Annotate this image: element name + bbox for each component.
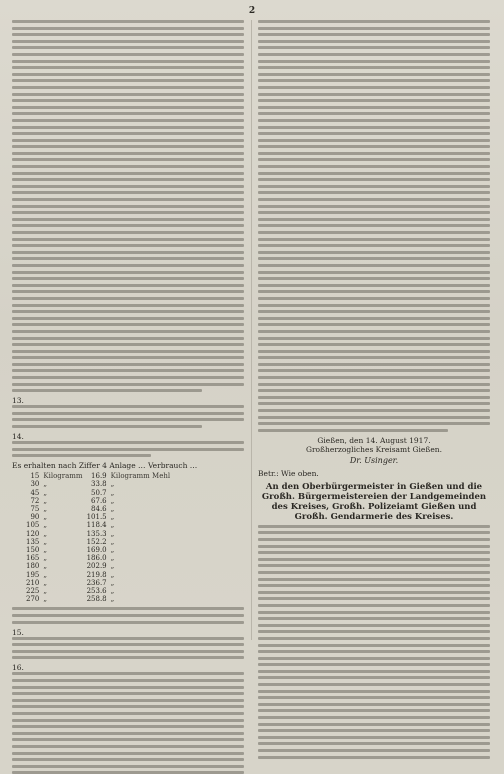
kg-cell: 90 bbox=[30, 513, 40, 522]
flour-unit-cell: „ bbox=[110, 570, 115, 579]
kg-cell: 210 bbox=[26, 578, 40, 587]
kg-cell: 15 bbox=[30, 472, 40, 481]
kg-cell: 120 bbox=[26, 529, 40, 538]
section-15-label: 15. bbox=[12, 627, 24, 637]
left-text-block-5 bbox=[12, 637, 244, 660]
table-row bbox=[26, 497, 174, 505]
table-row bbox=[26, 554, 174, 562]
kg-cell: 135 bbox=[26, 537, 40, 546]
unit-cell: „ bbox=[43, 554, 48, 563]
table-row bbox=[26, 513, 174, 521]
section-13-label: 13. bbox=[12, 396, 24, 406]
flour-table bbox=[26, 472, 174, 603]
table-row bbox=[26, 579, 174, 587]
right-column bbox=[258, 20, 490, 642]
left-text-block-1 bbox=[12, 20, 244, 392]
kg-cell: 165 bbox=[26, 554, 40, 563]
flour-unit-cell: „ bbox=[110, 488, 115, 497]
flour-unit-cell: „ bbox=[110, 537, 115, 546]
unit-cell: „ bbox=[43, 480, 48, 489]
table-row bbox=[26, 472, 174, 480]
table-row bbox=[26, 480, 174, 488]
flour-unit-cell: „ bbox=[110, 496, 115, 505]
table-row bbox=[26, 546, 174, 554]
flour-cell: 186.0 bbox=[86, 554, 107, 563]
flour-unit-cell: „ bbox=[110, 521, 115, 530]
table-row bbox=[26, 587, 174, 595]
flour-unit-cell: „ bbox=[110, 562, 115, 571]
unit-cell: „ bbox=[43, 488, 48, 497]
flour-cell: 33.8 bbox=[91, 480, 107, 489]
table-row bbox=[26, 562, 174, 570]
left-text-block-4 bbox=[12, 607, 244, 623]
flour-cell: 101.5 bbox=[86, 513, 107, 522]
column-divider bbox=[251, 20, 252, 640]
page-number: 2 bbox=[248, 6, 256, 16]
unit-cell: „ bbox=[43, 513, 48, 522]
flour-unit-cell: „ bbox=[110, 595, 115, 604]
unit-cell: „ bbox=[43, 496, 48, 505]
flour-cell: 118.4 bbox=[86, 521, 107, 530]
flour-cell: 135.3 bbox=[86, 529, 107, 538]
signature: Dr. Usinger. bbox=[349, 455, 399, 465]
table-row bbox=[26, 530, 174, 538]
left-text-block-3 bbox=[12, 441, 244, 457]
flour-cell: 84.6 bbox=[91, 505, 107, 514]
flour-unit-cell: „ bbox=[110, 529, 115, 538]
flour-cell: 236.7 bbox=[86, 578, 107, 587]
flour-cell: 253.6 bbox=[86, 587, 107, 596]
flour-unit-cell: „ bbox=[110, 513, 115, 522]
unit-cell: „ bbox=[43, 578, 48, 587]
unit-cell: „ bbox=[43, 529, 48, 538]
section-heading: An den Oberbürgermeister in Gießen und die Großh. Bürgermeistereien der Landgemeinden des Kreises, Großh. Polizeiamt Gießen und Großh. Gendarmerie des Kreises. bbox=[261, 481, 487, 522]
table-row bbox=[26, 489, 174, 497]
table-row bbox=[26, 505, 174, 513]
flour-unit-cell: „ bbox=[110, 480, 115, 489]
table-intro: Es erhalten nach Ziffer 4 Anlage … Verbrauch … bbox=[12, 461, 198, 471]
office-line: Großherzogliches Kreisamt Gießen. bbox=[305, 444, 443, 454]
flour-cell: 258.8 bbox=[86, 595, 107, 604]
kg-cell: 105 bbox=[26, 521, 40, 530]
kg-cell: 195 bbox=[26, 570, 40, 579]
unit-cell: „ bbox=[43, 537, 48, 546]
kg-cell: 270 bbox=[26, 595, 40, 604]
flour-unit-cell: Kilogramm Mehl bbox=[110, 472, 171, 481]
section-16-label: 16. bbox=[12, 663, 24, 673]
kg-cell: 225 bbox=[26, 587, 40, 596]
flour-cell: 169.0 bbox=[86, 546, 107, 555]
right-text-block-2 bbox=[258, 525, 490, 759]
unit-cell: Kilogramm bbox=[43, 472, 83, 481]
unit-cell: „ bbox=[43, 595, 48, 604]
flour-cell: 219.8 bbox=[86, 570, 107, 579]
table-row bbox=[26, 571, 174, 579]
unit-cell: „ bbox=[43, 570, 48, 579]
flour-unit-cell: „ bbox=[110, 578, 115, 587]
flour-unit-cell: „ bbox=[110, 505, 115, 514]
flour-unit-cell: „ bbox=[110, 554, 115, 563]
flour-unit-cell: „ bbox=[110, 587, 115, 596]
kg-cell: 180 bbox=[26, 562, 40, 571]
kg-cell: 72 bbox=[30, 496, 40, 505]
section-14-label: 14. bbox=[12, 432, 24, 442]
flour-cell: 67.6 bbox=[91, 496, 107, 505]
flour-unit-cell: „ bbox=[110, 546, 115, 555]
kg-cell: 30 bbox=[30, 480, 40, 489]
flour-cell: 16.9 bbox=[91, 472, 107, 481]
reference-line: Betr.: Wie oben. bbox=[258, 468, 319, 478]
unit-cell: „ bbox=[43, 505, 48, 514]
date-line: Gießen, den 14. August 1917. bbox=[317, 435, 431, 445]
table-row bbox=[26, 595, 174, 603]
left-text-block-6 bbox=[12, 672, 244, 774]
kg-cell: 45 bbox=[30, 488, 40, 497]
table-row bbox=[26, 521, 174, 529]
kg-cell: 75 bbox=[30, 505, 40, 514]
unit-cell: „ bbox=[43, 587, 48, 596]
left-text-block-2 bbox=[12, 405, 244, 428]
table-row bbox=[26, 538, 174, 546]
right-text-block-1 bbox=[258, 20, 490, 432]
unit-cell: „ bbox=[43, 546, 48, 555]
flour-cell: 202.9 bbox=[86, 562, 107, 571]
kg-cell: 150 bbox=[26, 546, 40, 555]
left-column bbox=[12, 20, 244, 673]
flour-cell: 50.7 bbox=[91, 488, 107, 497]
flour-cell: 152.2 bbox=[86, 537, 107, 546]
unit-cell: „ bbox=[43, 562, 48, 571]
unit-cell: „ bbox=[43, 521, 48, 530]
